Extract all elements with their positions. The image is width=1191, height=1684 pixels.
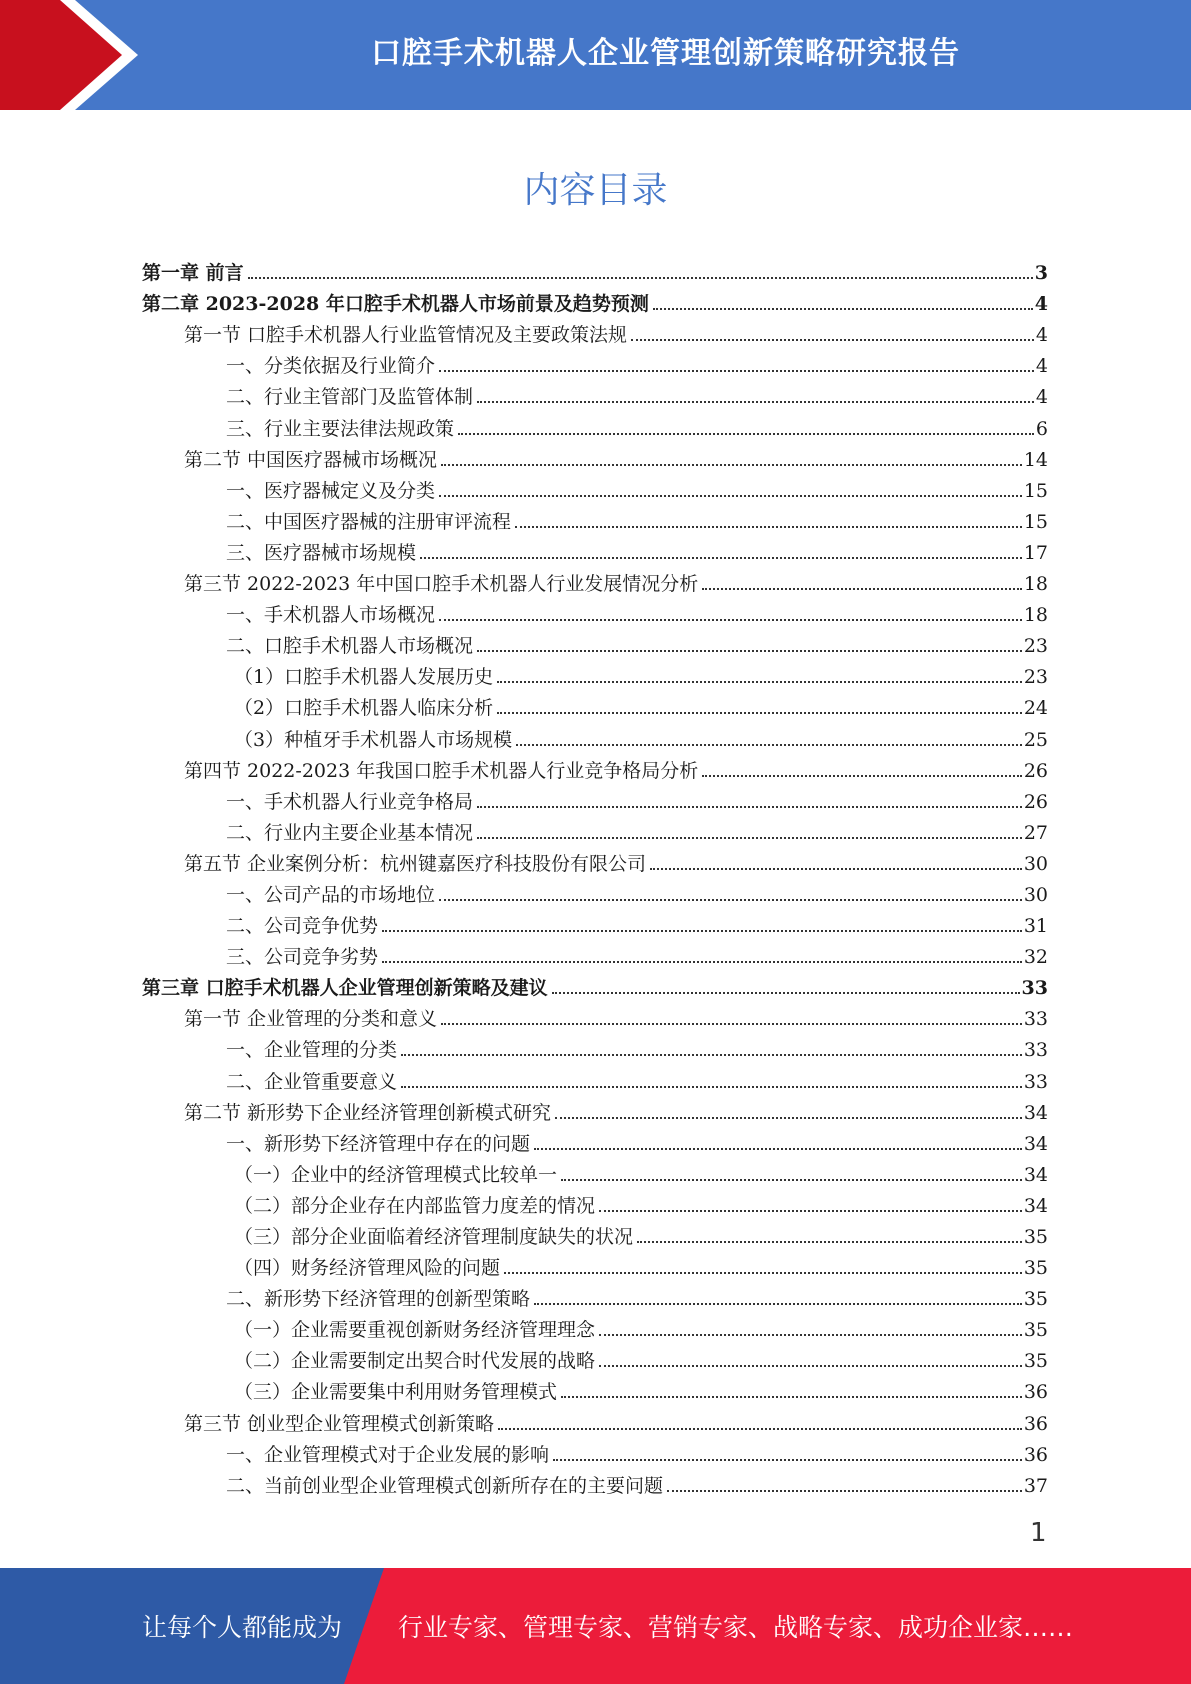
- toc-entry-title: （一）企业中的经济管理模式比较单一: [234, 1163, 558, 1186]
- toc-dot-leader: [561, 1396, 1022, 1398]
- toc-entry-title: 第二节 新形势下企业经济管理创新模式研究: [184, 1101, 552, 1124]
- toc-entry[interactable]: [142, 813, 1048, 844]
- toc-entry-page: 17: [1023, 541, 1048, 564]
- toc-entry[interactable]: [142, 502, 1048, 533]
- toc-entry-page: 33: [1023, 1008, 1048, 1031]
- toc-entry[interactable]: [142, 906, 1048, 937]
- toc-entry-page: 15: [1023, 510, 1048, 533]
- toc-entry-title: 第一节 口腔手术机器人行业监管情况及主要政策法规: [184, 324, 628, 347]
- toc-entry-title: 第五节 企业案例分析：杭州键嘉医疗科技股份有限公司: [184, 852, 647, 875]
- toc-entry-title: 第三节 2022-2023 年中国口腔手术机器人行业发展情况分析: [184, 573, 699, 596]
- toc-entry[interactable]: [142, 937, 1048, 968]
- toc-dot-leader: [702, 775, 1022, 777]
- toc-entry-title: （三）部分企业面临着经济管理制度缺失的状况: [234, 1226, 634, 1248]
- toc-entry-page: 30: [1023, 883, 1048, 906]
- toc-entry-title: 三、医疗器械市场规模: [226, 541, 417, 564]
- toc-dot-leader: [439, 619, 1022, 621]
- toc-entry[interactable]: [142, 440, 1048, 471]
- toc-entry[interactable]: [142, 1310, 1048, 1341]
- toc-entry-page: 18: [1023, 573, 1048, 596]
- toc-entry[interactable]: [142, 875, 1048, 906]
- toc-entry-page: 34: [1023, 1194, 1048, 1217]
- toc-entry[interactable]: [142, 346, 1048, 377]
- toc-dot-leader: [555, 1117, 1022, 1119]
- toc-dot-leader: [552, 992, 1020, 994]
- toc-entry[interactable]: [142, 1217, 1048, 1248]
- toc-dot-leader: [650, 868, 1022, 870]
- toc-entry[interactable]: [142, 844, 1048, 875]
- toc-entry-page: 34: [1023, 1101, 1048, 1124]
- toc-entry-title: （一）企业需要重视创新财务经济管理理念: [234, 1319, 596, 1342]
- toc-entry[interactable]: [142, 408, 1048, 439]
- toc-entry-title: 三、公司竞争劣势: [226, 946, 379, 969]
- toc-dot-leader: [702, 588, 1022, 590]
- toc-dot-leader: [553, 1459, 1022, 1461]
- toc-dot-leader: [667, 1490, 1022, 1492]
- toc-entry[interactable]: [142, 968, 1048, 999]
- toc-entry[interactable]: [142, 1124, 1048, 1155]
- toc-entry-title: （2）口腔手术机器人临床分析: [234, 697, 494, 720]
- toc-dot-leader: [439, 899, 1022, 901]
- toc-dot-leader: [458, 433, 1034, 435]
- toc-entry-title: 一、企业管理的分类: [226, 1039, 398, 1062]
- toc-entry-page: 35: [1023, 1319, 1048, 1342]
- toc-entry-page: 14: [1023, 448, 1048, 471]
- toc-entry-title: 一、手术机器人行业竞争格局: [226, 790, 474, 813]
- toc-entry-title: （1）口腔手术机器人发展历史: [234, 666, 494, 689]
- toc-entry-page: 4: [1035, 386, 1048, 409]
- toc-entry-title: 一、公司产品的市场地位: [226, 883, 436, 906]
- toc-entry-title: 二、口腔手术机器人市场概况: [226, 635, 474, 658]
- toc-entry[interactable]: [142, 626, 1048, 657]
- toc-entry[interactable]: [142, 1372, 1048, 1403]
- toc-entry-title: （二）部分企业存在内部监管力度差的情况: [234, 1194, 596, 1217]
- toc-entry-title: 三、行业主要法律法规政策: [226, 417, 455, 440]
- toc-entry[interactable]: [142, 1341, 1048, 1372]
- toc-entry[interactable]: [142, 253, 1048, 284]
- toc-entry-page: 36: [1023, 1443, 1048, 1466]
- toc-entry-page: 34: [1023, 1132, 1048, 1155]
- toc-entry-title: （二）企业需要制定出契合时代发展的战略: [234, 1350, 596, 1373]
- toc-dot-leader: [631, 339, 1034, 341]
- toc-dot-leader: [382, 930, 1022, 932]
- toc-dot-leader: [441, 464, 1022, 466]
- toc-dot-leader: [599, 1334, 1022, 1336]
- toc-entry-title: （三）企业需要集中利用财务管理模式: [234, 1381, 558, 1404]
- page-number: 1: [1030, 1518, 1047, 1548]
- toc-entry-page: 18: [1023, 604, 1048, 627]
- toc-entry-title: 一、分类依据及行业简介: [226, 355, 436, 378]
- footer-slogan-left: 让每个人都能成为: [142, 1613, 343, 1642]
- toc-entry-page: 4: [1034, 293, 1048, 316]
- toc-entry-page: 24: [1023, 697, 1048, 720]
- toc-dot-leader: [504, 1272, 1022, 1274]
- toc-entry-title: 一、企业管理模式对于企业发展的影响: [226, 1443, 550, 1466]
- toc-dot-leader: [477, 650, 1022, 652]
- toc-entry-title: 一、新形势下经济管理中存在的问题: [226, 1132, 531, 1155]
- toc-dot-leader: [534, 1148, 1022, 1150]
- toc-dot-leader: [497, 681, 1022, 683]
- toc-entry-title: 二、行业内主要企业基本情况: [226, 821, 474, 844]
- toc-dot-leader: [516, 744, 1022, 746]
- toc-entry-page: 26: [1023, 759, 1048, 782]
- toc-entry-page: 4: [1035, 324, 1048, 347]
- toc-dot-leader: [248, 277, 1033, 279]
- toc-entry-page: 25: [1023, 728, 1048, 751]
- toc-heading: 内容目录: [523, 170, 668, 211]
- toc-entry[interactable]: [142, 999, 1048, 1030]
- toc-entry-title: 一、手术机器人市场概况: [226, 604, 436, 627]
- toc-entry[interactable]: [142, 1248, 1048, 1279]
- footer-banner: [0, 1568, 1191, 1684]
- toc-dot-leader: [637, 1241, 1022, 1243]
- toc-entry-page: 3: [1034, 262, 1048, 285]
- toc-entry-title: 第一章 前言: [142, 262, 244, 285]
- toc-dot-leader: [441, 1023, 1022, 1025]
- toc-dot-leader: [498, 1428, 1022, 1430]
- toc-entry-page: 31: [1023, 915, 1048, 938]
- toc-dot-leader: [497, 712, 1022, 714]
- toc-entry-title: （3）种植牙手术机器人市场规模: [234, 728, 513, 751]
- toc-entry-title: 二、行业主管部门及监管体制: [226, 386, 474, 409]
- toc-dot-leader: [599, 1365, 1022, 1367]
- toc-entry[interactable]: [142, 751, 1048, 782]
- toc-dot-leader: [439, 370, 1034, 372]
- toc-entry[interactable]: [142, 688, 1048, 719]
- toc-dot-leader: [420, 557, 1022, 559]
- toc-entry[interactable]: [142, 377, 1048, 408]
- toc-entry-page: 6: [1035, 417, 1048, 440]
- toc-dot-leader: [401, 1054, 1022, 1056]
- toc-entry-title: 第二章 2023-2028 年口腔手术机器人市场前景及趋势预测: [142, 293, 649, 316]
- toc-entry-page: 23: [1023, 666, 1048, 689]
- toc-entry-title: 第四节 2022-2023 年我国口腔手术机器人行业竞争格局分析: [184, 759, 699, 782]
- toc-entry-page: 33: [1021, 977, 1048, 1000]
- toc-entry-page: 26: [1023, 790, 1048, 813]
- toc-entry-page: 37: [1023, 1474, 1048, 1497]
- toc-entry-page: 36: [1023, 1381, 1048, 1404]
- toc-dot-leader: [599, 1210, 1022, 1212]
- toc-entry-title: 第三节 创业型企业管理模式创新策略: [184, 1412, 495, 1435]
- toc-entry[interactable]: [142, 1061, 1048, 1092]
- toc-entry-page: 35: [1023, 1288, 1048, 1311]
- toc-entry-page: 33: [1023, 1039, 1048, 1062]
- footer-slogan-right: 行业专家、管理专家、营销专家、战略专家、成功企业家……: [398, 1613, 1074, 1642]
- toc-entry-title: 二、新形势下经济管理的创新型策略: [226, 1288, 531, 1311]
- toc-entry-title: 第三章 口腔手术机器人企业管理创新策略及建议: [142, 977, 548, 1000]
- toc-entry-title: （四）财务经济管理风险的问题: [234, 1257, 501, 1280]
- toc-dot-leader: [477, 837, 1022, 839]
- toc-dot-leader: [439, 495, 1022, 497]
- toc-entry[interactable]: [142, 719, 1048, 750]
- toc-dot-leader: [515, 526, 1022, 528]
- toc-entry[interactable]: [142, 1279, 1048, 1310]
- table-of-contents: [142, 253, 1048, 1497]
- toc-entry[interactable]: [142, 564, 1048, 595]
- toc-entry-page: 23: [1023, 635, 1048, 658]
- chevron-arrow-icon: [0, 0, 160, 110]
- toc-dot-leader: [561, 1179, 1022, 1181]
- toc-entry-title: 二、企业管重要意义: [226, 1070, 398, 1093]
- toc-entry[interactable]: [142, 595, 1048, 626]
- toc-entry[interactable]: [142, 284, 1048, 315]
- toc-entry-page: 33: [1023, 1070, 1048, 1093]
- toc-entry-title: 一、医疗器械定义及分类: [226, 479, 436, 502]
- toc-dot-leader: [477, 806, 1022, 808]
- toc-entry-page: 34: [1023, 1163, 1048, 1186]
- toc-entry[interactable]: [142, 315, 1048, 346]
- toc-entry[interactable]: [142, 1030, 1048, 1061]
- toc-entry-title: 第二节 中国医疗器械市场概况: [184, 448, 438, 471]
- toc-entry-page: 35: [1023, 1226, 1048, 1248]
- toc-entry-page: 35: [1023, 1350, 1048, 1373]
- toc-entry[interactable]: [142, 533, 1048, 564]
- toc-entry-page: 30: [1023, 852, 1048, 875]
- toc-entry-title: 第一节 企业管理的分类和意义: [184, 1008, 438, 1031]
- toc-entry-page: 32: [1023, 946, 1048, 969]
- toc-entry[interactable]: [142, 782, 1048, 813]
- toc-entry-title: 二、当前创业型企业管理模式创新所存在的主要问题: [226, 1474, 664, 1497]
- toc-entry[interactable]: [142, 1403, 1048, 1434]
- header-banner: [0, 0, 1191, 110]
- toc-entry-page: 4: [1035, 355, 1048, 378]
- toc-dot-leader: [477, 401, 1034, 403]
- toc-entry-page: 35: [1023, 1257, 1048, 1280]
- toc-dot-leader: [382, 961, 1022, 963]
- toc-entry[interactable]: [142, 657, 1048, 688]
- toc-entry[interactable]: [142, 471, 1048, 502]
- toc-entry-page: 27: [1023, 821, 1048, 844]
- toc-entry[interactable]: [142, 1155, 1048, 1186]
- toc-entry[interactable]: [142, 1466, 1048, 1497]
- toc-entry[interactable]: [142, 1435, 1048, 1466]
- toc-entry-page: 36: [1023, 1412, 1048, 1435]
- toc-dot-leader: [534, 1303, 1022, 1305]
- toc-entry[interactable]: [142, 1186, 1048, 1217]
- toc-entry-title: 二、公司竞争优势: [226, 915, 379, 938]
- toc-dot-leader: [401, 1086, 1022, 1088]
- toc-entry-page: 15: [1023, 479, 1048, 502]
- report-title: 口腔手术机器人企业管理创新策略研究报告: [371, 36, 960, 71]
- toc-entry-title: 二、中国医疗器械的注册审评流程: [226, 510, 512, 533]
- toc-dot-leader: [653, 308, 1033, 310]
- toc-entry[interactable]: [142, 1093, 1048, 1124]
